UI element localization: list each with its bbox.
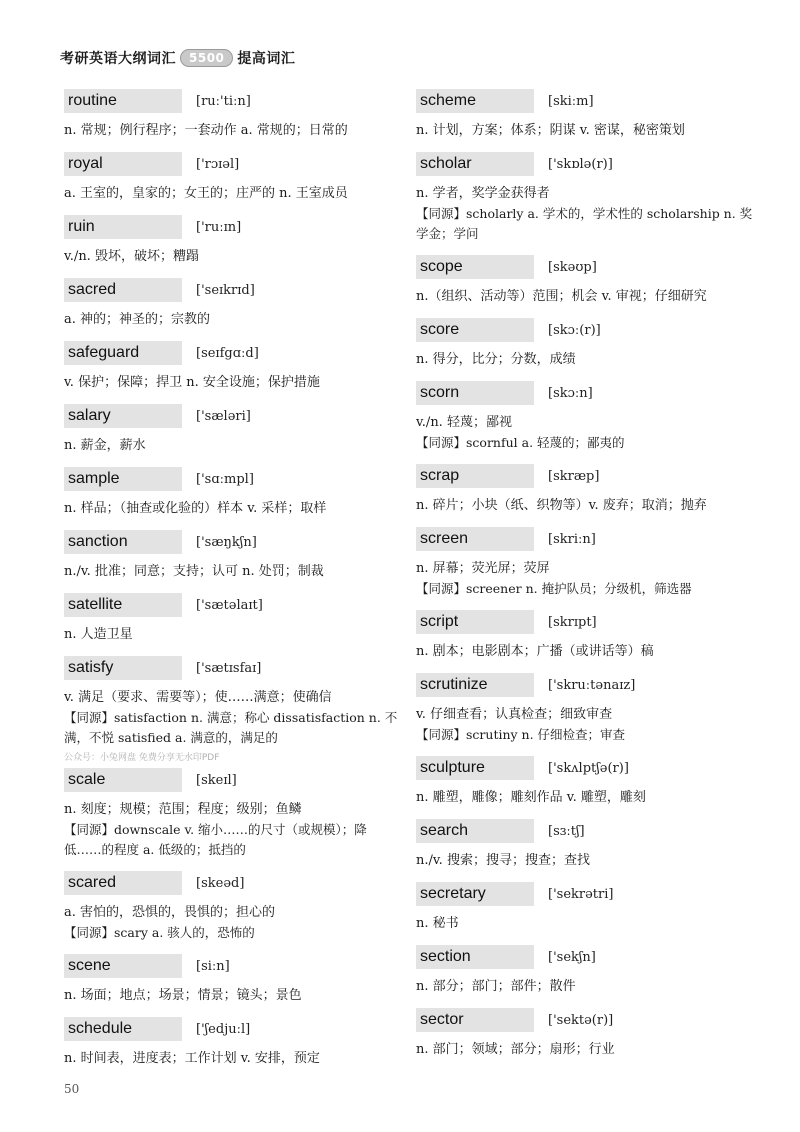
headword: scene <box>64 954 182 978</box>
definition: n. 屏幕；荧光屏；荧屏 <box>416 561 550 576</box>
headword: score <box>416 318 534 342</box>
vocab-entry <box>64 953 404 1006</box>
headword: satellite <box>64 593 182 617</box>
vocab-entry <box>64 767 404 860</box>
vocab-entry <box>64 88 404 141</box>
phonetic: ['sæləri] <box>196 408 251 424</box>
vocab-entry <box>64 277 404 330</box>
definition: n. 样品；（抽查或化验的）样本 v. 采样；取样 <box>64 501 327 516</box>
definition: v. 保护；保障；捍卫 n. 安全设施；保护措施 <box>64 375 320 390</box>
definition: v./n. 轻蔑；鄙视 <box>416 415 512 430</box>
definition: n. 部分；部门；部件；散件 <box>416 979 576 994</box>
cognate-note: 【同源】downscale v. 缩小……的尺寸（或规模）；降低……的程度 a. 低级的；抵挡的 <box>64 822 367 857</box>
headword: secretary <box>416 882 534 906</box>
phonetic: [seɪfgɑːd] <box>196 345 259 361</box>
definition: n./v. 搜索；搜寻；搜查；查找 <box>416 853 590 868</box>
phonetic: ['skʌlptʃə(r)] <box>548 760 629 776</box>
phonetic: ['ʃedjuːl] <box>196 1021 251 1037</box>
headword: routine <box>64 89 182 113</box>
headword: sample <box>64 467 182 491</box>
vocab-entry <box>416 254 756 307</box>
header-subtitle: 提高词汇 <box>237 51 296 67</box>
definition: n. 刻度；规模；范围；程度；级别；鱼鳞 <box>64 802 302 817</box>
word-row <box>416 818 756 844</box>
headword: scorn <box>416 381 534 405</box>
vocab-entry <box>64 214 404 267</box>
definition: a. 害怕的，恐惧的，畏惧的；担心的 <box>64 905 276 920</box>
word-row <box>64 151 404 177</box>
page-header <box>60 48 295 68</box>
phonetic: [skiːm] <box>548 93 594 109</box>
headword: screen <box>416 527 534 551</box>
word-row <box>416 254 756 280</box>
cognate-note: 【同源】screener n. 掩护队员；分级机，筛选器 <box>416 581 692 596</box>
word-row <box>64 88 404 114</box>
definition: n./v. 批准；同意；支持；认可 n. 处罚；制裁 <box>64 564 324 579</box>
headword: salary <box>64 404 182 428</box>
vocab-entry <box>64 403 404 456</box>
headword: safeguard <box>64 341 182 365</box>
vocab-entry <box>64 340 404 393</box>
cognate-note: 【同源】scrutiny n. 仔细检查；审查 <box>416 727 626 742</box>
definition: n. 雕塑，雕像；雕刻作品 v. 雕塑，雕刻 <box>416 790 646 805</box>
vocab-entry <box>64 655 404 763</box>
phonetic: ['rɔɪəl] <box>196 156 240 172</box>
word-row <box>64 529 404 555</box>
vocab-entry <box>416 944 756 997</box>
phonetic: ['sæŋkʃn] <box>196 534 257 550</box>
phonetic: [sɜːtʃ] <box>548 823 585 839</box>
definition: n. 时间表，进度表；工作计划 v. 安排，预定 <box>64 1051 320 1066</box>
vocab-entry <box>416 380 756 453</box>
phonetic: [skrɪpt] <box>548 614 597 630</box>
word-row <box>416 755 756 781</box>
phonetic: ['ruːɪn] <box>196 219 242 235</box>
word-row <box>416 881 756 907</box>
right-column <box>416 88 756 1070</box>
headword: scrap <box>416 464 534 488</box>
phonetic: ['skruːtənaɪz] <box>548 677 636 693</box>
word-row <box>64 277 404 303</box>
headword: ruin <box>64 215 182 239</box>
phonetic: ['sætəlaɪt] <box>196 597 263 613</box>
definition: n. 薪金，薪水 <box>64 438 146 453</box>
word-row <box>64 592 404 618</box>
headword: section <box>416 945 534 969</box>
phonetic: [skræp] <box>548 468 600 484</box>
cognate-note: 【同源】scholarly a. 学术的，学术性的 scholarship n. 奖学金；学问 <box>416 206 753 241</box>
word-row <box>64 466 404 492</box>
word-row <box>64 214 404 240</box>
vocab-entry <box>416 818 756 871</box>
vocab-entry <box>416 609 756 662</box>
phonetic: ['sekʃn] <box>548 949 596 965</box>
word-row <box>416 88 756 114</box>
vocab-entry <box>64 870 404 943</box>
definition: n. 人造卫星 <box>64 627 133 642</box>
phonetic: ['sekrətri] <box>548 886 614 902</box>
cognate-note: 【同源】scary a. 骇人的，恐怖的 <box>64 925 255 940</box>
vocab-entry <box>416 672 756 745</box>
definition: n. 常规；例行程序；一套动作 a. 常规的；日常的 <box>64 123 348 138</box>
word-row <box>416 380 756 406</box>
vocab-entry <box>416 526 756 599</box>
definition: v. 满足（要求、需要等）；使……满意；使确信 <box>64 690 332 705</box>
phonetic: [skeəd] <box>196 875 245 891</box>
phonetic: [skɔː(r)] <box>548 322 601 338</box>
phonetic: ['sætɪsfaɪ] <box>196 660 262 676</box>
phonetic: ['sɑːmpl] <box>196 471 254 487</box>
phonetic: ['sektə(r)] <box>548 1012 614 1028</box>
phonetic: [skɔːn] <box>548 385 593 401</box>
phonetic: ['skɒlə(r)] <box>548 156 613 172</box>
vocab-entry <box>64 1016 404 1069</box>
headword: schedule <box>64 1017 182 1041</box>
definition: a. 王室的，皇家的；女王的；庄严的 n. 王室成员 <box>64 186 348 201</box>
word-row <box>416 151 756 177</box>
vocab-entry <box>416 755 756 808</box>
headword: scholar <box>416 152 534 176</box>
word-row <box>416 317 756 343</box>
cognate-note: 【同源】satisfaction n. 满意；称心 dissatisfaction n. 不满，不悦 satisfied a. 满意的，满足的 <box>64 710 398 745</box>
definition: n. 剧本；电影剧本；广播（或讲话等）稿 <box>416 644 654 659</box>
headword: scrutinize <box>416 673 534 697</box>
word-row <box>64 1016 404 1042</box>
word-row <box>64 403 404 429</box>
word-row <box>416 463 756 489</box>
vocab-entry <box>416 317 756 370</box>
vocab-entry <box>416 1007 756 1060</box>
vocab-entry <box>416 881 756 934</box>
definition: v. 仔细查看；认真检查；细致审查 <box>416 707 613 722</box>
phonetic: [skeɪl] <box>196 772 237 788</box>
phonetic: [skəʊp] <box>548 259 597 275</box>
headword: royal <box>64 152 182 176</box>
vocab-entry <box>416 151 756 244</box>
phonetic: [siːn] <box>196 958 230 974</box>
word-row <box>416 609 756 635</box>
page-number: 50 <box>64 1082 80 1096</box>
vocab-entry <box>64 466 404 519</box>
headword: scheme <box>416 89 534 113</box>
header-badge: 5500 <box>180 49 233 67</box>
vocab-entry <box>64 592 404 645</box>
vocab-entry <box>64 151 404 204</box>
phonetic: ['seɪkrɪd] <box>196 282 255 298</box>
word-row <box>416 672 756 698</box>
word-row <box>64 767 404 793</box>
header-title: 考研英语大纲词汇 <box>60 51 176 67</box>
word-row <box>64 655 404 681</box>
headword: scope <box>416 255 534 279</box>
definition: n. 碎片；小块（纸、织物等）v. 废弃；取消；抛弃 <box>416 498 707 513</box>
word-row <box>416 944 756 970</box>
definition: n. 学者，奖学金获得者 <box>416 186 550 201</box>
headword: sanction <box>64 530 182 554</box>
definition: n. 场面；地点；场景；情景；镜头；景色 <box>64 988 302 1003</box>
definition: n. 得分，比分；分数，成绩 <box>416 352 576 367</box>
word-row <box>64 953 404 979</box>
definition: a. 神的；神圣的；宗教的 <box>64 312 211 327</box>
definition: n. 计划，方案；体系；阴谋 v. 密谋，秘密策划 <box>416 123 685 138</box>
headword: search <box>416 819 534 843</box>
definition: n. 秘书 <box>416 916 459 931</box>
headword: scale <box>64 768 182 792</box>
headword: sculpture <box>416 756 534 780</box>
headword: satisfy <box>64 656 182 680</box>
word-row <box>416 526 756 552</box>
phonetic: [ruː'tiːn] <box>196 93 251 109</box>
definition: v./n. 毁坏，破坏；糟蹋 <box>64 249 199 264</box>
definition: n.（组织、活动等）范围；机会 v. 审视；仔细研究 <box>416 289 707 304</box>
word-row <box>64 870 404 896</box>
vocab-entry <box>64 529 404 582</box>
cognate-note: 【同源】scornful a. 轻蔑的；鄙夷的 <box>416 435 625 450</box>
vocab-entry <box>416 88 756 141</box>
headword: sacred <box>64 278 182 302</box>
definition: n. 部门；领域；部分；扇形；行业 <box>416 1042 615 1057</box>
watermark: 公众号：小兔网盘 免费分享无水印PDF <box>64 753 220 763</box>
headword: script <box>416 610 534 634</box>
word-row <box>416 1007 756 1033</box>
word-row <box>64 340 404 366</box>
phonetic: [skriːn] <box>548 531 596 547</box>
headword: sector <box>416 1008 534 1032</box>
vocab-entry <box>416 463 756 516</box>
left-column <box>64 88 404 1079</box>
headword: scared <box>64 871 182 895</box>
